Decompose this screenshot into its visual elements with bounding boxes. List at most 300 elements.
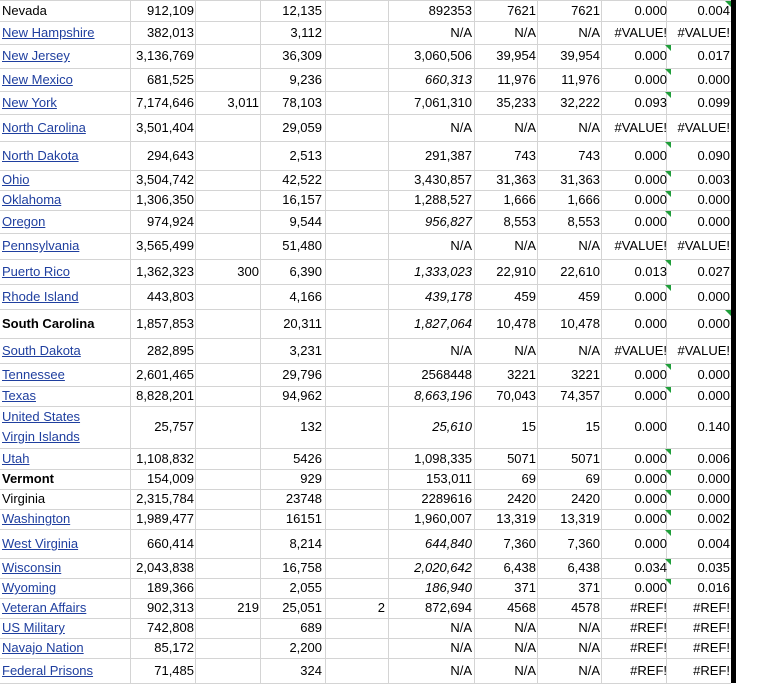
value-cell-c7[interactable]: 2420 (571, 491, 600, 506)
value-cell-c9[interactable]: 0.000 (697, 192, 730, 207)
value-cell-c4[interactable] (325, 640, 385, 656)
value-cell-c3[interactable]: 51,480 (282, 238, 322, 253)
value-cell-c1[interactable]: 3,504,742 (136, 172, 194, 187)
value-cell-c5[interactable]: 872,694 (425, 600, 472, 615)
value-cell-c4[interactable] (325, 663, 385, 679)
value-cell-c2[interactable] (197, 367, 259, 383)
value-cell-c2[interactable] (197, 451, 259, 467)
value-cell-c3[interactable]: 94,962 (282, 388, 322, 403)
value-cell-c2[interactable] (197, 491, 259, 507)
value-cell-c3[interactable]: 4,166 (289, 289, 322, 304)
value-cell-c3[interactable]: 25,051 (282, 600, 322, 615)
state-name-cell[interactable]: Wisconsin (2, 560, 62, 575)
value-cell-c8[interactable]: 0.000 (634, 511, 667, 526)
value-cell-c7[interactable]: 15 (585, 419, 600, 434)
state-name-cell[interactable]: Utah (2, 451, 30, 466)
state-name-cell[interactable]: North Carolina (2, 120, 86, 135)
error-indicator-icon[interactable] (665, 490, 671, 496)
value-cell-c5[interactable]: 1,288,527 (414, 192, 472, 207)
value-cell-c9[interactable]: 0.000 (697, 367, 730, 382)
value-cell-c8[interactable]: 0.013 (634, 264, 667, 279)
value-cell-c1[interactable]: 660,414 (147, 536, 194, 551)
state-name-cell[interactable]: Vermont (2, 471, 55, 486)
value-cell-c4[interactable] (325, 471, 385, 487)
value-cell-c9[interactable]: 0.099 (697, 95, 730, 110)
value-cell-c1[interactable]: 1,362,323 (136, 264, 194, 279)
value-cell-c8[interactable]: 0.000 (634, 316, 667, 331)
value-cell-c4[interactable] (325, 536, 385, 552)
value-cell-c3[interactable]: 29,059 (282, 120, 322, 135)
value-cell-c5[interactable]: N/A (450, 620, 472, 635)
value-cell-c3[interactable]: 324 (300, 663, 322, 678)
value-cell-c3[interactable]: 36,309 (282, 48, 322, 63)
value-cell-c5[interactable]: 892353 (428, 3, 472, 18)
value-cell-c1[interactable]: 85,172 (154, 640, 194, 655)
value-cell-c6[interactable]: 10,478 (496, 316, 536, 331)
value-cell-c5[interactable]: 1,827,064 (414, 316, 472, 331)
value-cell-c8[interactable]: 0.000 (634, 172, 667, 187)
value-cell-c1[interactable]: 1,857,853 (136, 316, 194, 331)
value-cell-c9[interactable]: 0.017 (697, 48, 730, 63)
value-cell-c7[interactable]: 22,610 (560, 264, 600, 279)
value-cell-c1[interactable]: 282,895 (147, 343, 194, 358)
value-cell-c9[interactable]: 0.000 (697, 72, 730, 87)
value-cell-c6[interactable]: 39,954 (496, 48, 536, 63)
value-cell-c4[interactable] (325, 451, 385, 467)
value-cell-c2[interactable]: 219 (237, 600, 259, 615)
value-cell-c6[interactable]: N/A (514, 640, 536, 655)
value-cell-c2[interactable] (197, 620, 259, 636)
value-cell-c5[interactable]: 644,840 (425, 536, 472, 551)
state-name-cell-line2[interactable]: Virgin Islands (2, 429, 80, 444)
error-indicator-icon[interactable] (665, 387, 671, 393)
value-cell-c5[interactable]: 2568448 (421, 367, 472, 382)
value-cell-c6[interactable]: N/A (514, 120, 536, 135)
state-name-cell[interactable]: Pennsylvania (2, 238, 80, 253)
value-cell-c6[interactable]: 1,666 (503, 192, 536, 207)
value-cell-c1[interactable]: 1,306,350 (136, 192, 194, 207)
value-cell-c7[interactable]: 32,222 (560, 95, 600, 110)
state-name-cell[interactable]: US Military (2, 620, 65, 635)
value-cell-c4[interactable] (325, 72, 385, 88)
value-cell-c8[interactable]: 0.000 (634, 419, 667, 434)
value-cell-c8[interactable]: 0.000 (634, 3, 667, 18)
value-cell-c3[interactable]: 2,200 (289, 640, 322, 655)
value-cell-c6[interactable]: 459 (514, 289, 536, 304)
value-cell-c7[interactable]: N/A (578, 640, 600, 655)
value-cell-c1[interactable]: 7,174,646 (136, 95, 194, 110)
state-name-cell[interactable]: South Carolina (2, 316, 95, 331)
value-cell-c3[interactable]: 12,135 (282, 3, 322, 18)
value-cell-c8[interactable]: #REF! (630, 640, 667, 655)
error-indicator-icon[interactable] (665, 260, 671, 266)
value-cell-c3[interactable]: 20,311 (283, 316, 322, 331)
value-cell-c6[interactable]: 371 (514, 580, 536, 595)
value-cell-c3[interactable]: 16,758 (282, 560, 322, 575)
error-indicator-icon[interactable] (665, 285, 671, 291)
value-cell-c3[interactable]: 6,390 (289, 264, 322, 279)
value-cell-c4[interactable] (325, 491, 385, 507)
value-cell-c4[interactable] (325, 511, 385, 527)
value-cell-c7[interactable]: N/A (578, 238, 600, 253)
value-cell-c1[interactable]: 974,924 (147, 214, 194, 229)
state-name-cell[interactable]: South Dakota (2, 343, 81, 358)
value-cell-c6[interactable]: N/A (514, 238, 536, 253)
value-cell-c9[interactable]: #VALUE! (677, 238, 730, 253)
value-cell-c5[interactable]: 1,098,335 (414, 451, 472, 466)
value-cell-c4[interactable] (325, 264, 385, 280)
value-cell-c6[interactable]: 15 (521, 419, 536, 434)
value-cell-c4[interactable] (325, 620, 385, 636)
value-cell-c6[interactable]: N/A (514, 25, 536, 40)
value-cell-c4[interactable] (325, 3, 385, 19)
value-cell-c8[interactable]: #VALUE! (614, 25, 667, 40)
value-cell-c8[interactable]: 0.093 (634, 95, 667, 110)
value-cell-c9[interactable]: 0.006 (697, 451, 730, 466)
state-name-cell[interactable]: Nevada (2, 3, 47, 18)
value-cell-c9[interactable]: 0.035 (697, 560, 730, 575)
value-cell-c3[interactable]: 16151 (285, 511, 322, 526)
value-cell-c1[interactable]: 382,013 (147, 25, 194, 40)
value-cell-c1[interactable]: 1,108,832 (136, 451, 194, 466)
value-cell-c2[interactable] (197, 48, 259, 64)
value-cell-c3[interactable]: 3,231 (289, 343, 322, 358)
state-name-cell[interactable]: Oklahoma (2, 192, 62, 207)
value-cell-c5[interactable]: 956,827 (425, 214, 472, 229)
value-cell-c4[interactable] (325, 214, 385, 230)
value-cell-c6[interactable]: 70,043 (496, 388, 536, 403)
error-indicator-icon[interactable] (665, 530, 671, 536)
value-cell-c6[interactable]: 69 (521, 471, 536, 486)
value-cell-c3[interactable]: 8,214 (289, 536, 322, 551)
value-cell-c5[interactable]: N/A (450, 120, 472, 135)
value-cell-c5[interactable]: 1,960,007 (414, 511, 472, 526)
value-cell-c8[interactable]: 0.000 (634, 388, 667, 403)
state-name-cell[interactable]: Rhode Island (2, 289, 79, 304)
value-cell-c1[interactable]: 2,601,465 (136, 367, 194, 382)
state-name-cell[interactable]: New Mexico (2, 72, 73, 87)
value-cell-c7[interactable]: 13,319 (560, 511, 600, 526)
value-cell-c5[interactable]: 2,020,642 (414, 560, 472, 575)
state-name-cell[interactable]: Texas (2, 388, 36, 403)
value-cell-c7[interactable]: N/A (578, 120, 600, 135)
value-cell-c7[interactable]: 3221 (571, 367, 600, 382)
value-cell-c1[interactable]: 25,757 (154, 419, 194, 434)
error-indicator-icon[interactable] (665, 171, 671, 177)
value-cell-c7[interactable]: 1,666 (567, 192, 600, 207)
value-cell-c6[interactable]: 13,319 (496, 511, 536, 526)
value-cell-c9[interactable]: 0.000 (697, 491, 730, 506)
value-cell-c8[interactable]: 0.000 (634, 491, 667, 506)
value-cell-c7[interactable]: N/A (578, 620, 600, 635)
value-cell-c4[interactable]: 2 (377, 600, 385, 615)
value-cell-c7[interactable]: 7,360 (567, 536, 600, 551)
state-name-cell[interactable]: New York (2, 95, 57, 110)
value-cell-c7[interactable]: 31,363 (560, 172, 600, 187)
value-cell-c9[interactable]: 0.000 (697, 316, 730, 331)
value-cell-c9[interactable]: 0.003 (697, 172, 730, 187)
value-cell-c4[interactable] (325, 388, 385, 404)
value-cell-c3[interactable]: 2,055 (289, 580, 322, 595)
value-cell-c6[interactable]: 4568 (507, 600, 536, 615)
value-cell-c4[interactable] (325, 95, 385, 111)
value-cell-c7[interactable]: 10,478 (560, 316, 600, 331)
value-cell-c7[interactable]: 4578 (571, 600, 600, 615)
value-cell-c9[interactable]: 0.004 (697, 536, 730, 551)
value-cell-c3[interactable]: 78,103 (282, 95, 322, 110)
value-cell-c6[interactable]: 31,363 (496, 172, 536, 187)
value-cell-c5[interactable]: 660,313 (425, 72, 472, 87)
state-name-cell[interactable]: New Hampshire (2, 25, 95, 40)
value-cell-c7[interactable]: 743 (578, 148, 600, 163)
value-cell-c8[interactable]: #REF! (630, 620, 667, 635)
value-cell-c9[interactable]: #VALUE! (677, 25, 730, 40)
value-cell-c2[interactable] (197, 289, 259, 305)
value-cell-c6[interactable]: 5071 (507, 451, 536, 466)
state-name-cell[interactable]: West Virginia (2, 536, 79, 551)
state-name-cell[interactable]: Oregon (2, 214, 46, 229)
value-cell-c1[interactable]: 154,009 (147, 471, 194, 486)
value-cell-c4[interactable] (325, 367, 385, 383)
value-cell-c2[interactable] (197, 511, 259, 527)
error-indicator-icon[interactable] (665, 579, 671, 585)
value-cell-c3[interactable]: 9,236 (289, 72, 322, 87)
value-cell-c2[interactable] (197, 560, 259, 576)
value-cell-c8[interactable]: #VALUE! (614, 120, 667, 135)
value-cell-c5[interactable]: 25,610 (432, 419, 472, 434)
value-cell-c7[interactable]: 459 (578, 289, 600, 304)
value-cell-c9[interactable]: 0.140 (697, 419, 730, 434)
value-cell-c4[interactable] (325, 25, 385, 41)
error-indicator-icon[interactable] (665, 211, 671, 217)
value-cell-c6[interactable]: 22,910 (496, 264, 536, 279)
value-cell-c4[interactable] (325, 580, 385, 596)
value-cell-c7[interactable]: 371 (578, 580, 600, 595)
value-cell-c7[interactable]: 69 (585, 471, 600, 486)
value-cell-c8[interactable]: 0.000 (634, 451, 667, 466)
value-cell-c6[interactable]: N/A (514, 663, 536, 678)
value-cell-c4[interactable] (325, 48, 385, 64)
value-cell-c2[interactable] (197, 120, 259, 136)
value-cell-c2[interactable] (197, 3, 259, 19)
value-cell-c7[interactable]: N/A (578, 663, 600, 678)
value-cell-c8[interactable]: #REF! (630, 600, 667, 615)
value-cell-c8[interactable]: 0.000 (634, 471, 667, 486)
value-cell-c8[interactable]: 0.000 (634, 580, 667, 595)
value-cell-c4[interactable] (325, 238, 385, 254)
value-cell-c1[interactable]: 681,525 (147, 72, 194, 87)
value-cell-c3[interactable]: 29,796 (282, 367, 322, 382)
value-cell-c2[interactable] (197, 316, 259, 332)
value-cell-c6[interactable]: N/A (514, 343, 536, 358)
state-name-cell[interactable]: North Dakota (2, 148, 79, 163)
state-name-cell[interactable]: Washington (2, 511, 71, 526)
value-cell-c3[interactable]: 9,544 (289, 214, 322, 229)
value-cell-c3[interactable]: 3,112 (290, 25, 322, 40)
value-cell-c1[interactable]: 902,313 (147, 600, 194, 615)
value-cell-c9[interactable]: #REF! (693, 600, 730, 615)
value-cell-c9[interactable]: #REF! (693, 640, 730, 655)
error-indicator-icon[interactable] (665, 45, 671, 51)
state-name-cell[interactable]: New Jersey (2, 48, 70, 63)
error-indicator-icon[interactable] (665, 510, 671, 516)
value-cell-c1[interactable]: 742,808 (147, 620, 194, 635)
value-cell-c8[interactable]: 0.000 (634, 48, 667, 63)
error-indicator-icon[interactable] (665, 191, 671, 197)
value-cell-c4[interactable] (325, 148, 385, 164)
value-cell-c4[interactable] (325, 120, 385, 136)
value-cell-c4[interactable] (325, 172, 385, 188)
error-indicator-icon[interactable] (665, 92, 671, 98)
value-cell-c2[interactable] (197, 214, 259, 230)
error-indicator-icon[interactable] (665, 470, 671, 476)
error-indicator-icon[interactable] (665, 364, 671, 370)
state-name-cell[interactable]: Veteran Affairs (2, 600, 87, 615)
value-cell-c5[interactable]: 1,333,023 (414, 264, 472, 279)
value-cell-c2[interactable] (197, 172, 259, 188)
value-cell-c5[interactable]: 439,178 (425, 289, 472, 304)
value-cell-c1[interactable]: 912,109 (147, 3, 194, 18)
value-cell-c9[interactable]: 0.002 (697, 511, 730, 526)
value-cell-c8[interactable]: #VALUE! (614, 238, 667, 253)
value-cell-c3[interactable]: 16,157 (282, 192, 322, 207)
value-cell-c5[interactable]: N/A (450, 640, 472, 655)
value-cell-c5[interactable]: 8,663,196 (414, 388, 472, 403)
value-cell-c9[interactable]: 0.090 (697, 148, 730, 163)
value-cell-c3[interactable]: 132 (300, 419, 322, 434)
state-name-cell[interactable]: Tennessee (2, 367, 65, 382)
value-cell-c4[interactable] (325, 316, 385, 332)
value-cell-c5[interactable]: 291,387 (425, 148, 472, 163)
value-cell-c8[interactable]: 0.000 (634, 148, 667, 163)
value-cell-c6[interactable]: 3221 (507, 367, 536, 382)
value-cell-c6[interactable]: 8,553 (503, 214, 536, 229)
value-cell-c8[interactable]: #REF! (630, 663, 667, 678)
value-cell-c2[interactable] (197, 25, 259, 41)
value-cell-c3[interactable]: 2,513 (289, 148, 322, 163)
value-cell-c6[interactable]: 2420 (507, 491, 536, 506)
value-cell-c2[interactable] (197, 192, 259, 208)
value-cell-c1[interactable]: 1,989,477 (136, 511, 194, 526)
value-cell-c9[interactable]: 0.000 (697, 388, 730, 403)
value-cell-c6[interactable]: 7,360 (503, 536, 536, 551)
value-cell-c7[interactable]: N/A (578, 343, 600, 358)
value-cell-c5[interactable]: 2289616 (421, 491, 472, 506)
value-cell-c1[interactable]: 2,043,838 (136, 560, 194, 575)
error-indicator-icon[interactable] (665, 559, 671, 565)
value-cell-c1[interactable]: 294,643 (147, 148, 194, 163)
state-name-cell[interactable]: Wyoming (2, 580, 57, 595)
value-cell-c1[interactable]: 8,828,201 (136, 388, 194, 403)
value-cell-c3[interactable]: 42,522 (282, 172, 322, 187)
value-cell-c4[interactable] (325, 289, 385, 305)
value-cell-c7[interactable]: 74,357 (560, 388, 600, 403)
value-cell-c7[interactable]: 5071 (571, 451, 600, 466)
value-cell-c8[interactable]: 0.000 (634, 367, 667, 382)
value-cell-c7[interactable]: 7621 (571, 3, 600, 18)
value-cell-c1[interactable]: 3,565,499 (136, 238, 194, 253)
value-cell-c8[interactable]: 0.000 (634, 192, 667, 207)
value-cell-c2[interactable] (197, 72, 259, 88)
error-indicator-icon[interactable] (665, 69, 671, 75)
value-cell-c2[interactable] (197, 663, 259, 679)
value-cell-c3[interactable]: 5426 (293, 451, 322, 466)
value-cell-c9[interactable]: 0.027 (697, 264, 730, 279)
value-cell-c8[interactable]: 0.000 (634, 536, 667, 551)
value-cell-c7[interactable]: 8,553 (567, 214, 600, 229)
value-cell-c7[interactable]: 39,954 (560, 48, 600, 63)
error-indicator-icon[interactable] (665, 142, 671, 148)
value-cell-c4[interactable] (325, 419, 385, 435)
value-cell-c2[interactable] (197, 471, 259, 487)
value-cell-c1[interactable]: 71,485 (154, 663, 194, 678)
value-cell-c6[interactable]: 6,438 (503, 560, 536, 575)
value-cell-c9[interactable]: #VALUE! (677, 343, 730, 358)
value-cell-c8[interactable]: #VALUE! (614, 343, 667, 358)
value-cell-c2[interactable] (197, 343, 259, 359)
value-cell-c2[interactable] (197, 419, 259, 435)
value-cell-c3[interactable]: 689 (300, 620, 322, 635)
value-cell-c1[interactable]: 3,136,769 (136, 48, 194, 63)
value-cell-c9[interactable]: 0.000 (697, 289, 730, 304)
value-cell-c8[interactable]: 0.034 (634, 560, 667, 575)
state-name-cell[interactable]: Navajo Nation (2, 640, 84, 655)
value-cell-c9[interactable]: 0.016 (697, 580, 730, 595)
value-cell-c1[interactable]: 3,501,404 (136, 120, 194, 135)
value-cell-c2[interactable] (197, 640, 259, 656)
value-cell-c2[interactable]: 300 (237, 264, 259, 279)
state-name-cell[interactable]: Ohio (2, 172, 30, 187)
value-cell-c9[interactable]: 0.000 (697, 471, 730, 486)
state-name-cell[interactable]: Puerto Rico (2, 264, 70, 279)
value-cell-c9[interactable]: #VALUE! (677, 120, 730, 135)
value-cell-c4[interactable] (325, 192, 385, 208)
value-cell-c9[interactable]: #REF! (693, 663, 730, 678)
value-cell-c1[interactable]: 2,315,784 (136, 491, 194, 506)
value-cell-c6[interactable]: N/A (514, 620, 536, 635)
value-cell-c5[interactable]: 3,060,506 (414, 48, 472, 63)
value-cell-c5[interactable]: 3,430,857 (414, 172, 472, 187)
value-cell-c5[interactable]: 7,061,310 (414, 95, 472, 110)
value-cell-c2[interactable] (197, 148, 259, 164)
value-cell-c7[interactable]: N/A (578, 25, 600, 40)
value-cell-c8[interactable]: 0.000 (634, 214, 667, 229)
value-cell-c6[interactable]: 7621 (507, 3, 536, 18)
error-indicator-icon[interactable] (665, 449, 671, 455)
state-name-cell[interactable]: Virginia (2, 491, 46, 506)
value-cell-c1[interactable]: 189,366 (147, 580, 194, 595)
value-cell-c4[interactable] (325, 560, 385, 576)
value-cell-c4[interactable] (325, 343, 385, 359)
value-cell-c3[interactable]: 929 (300, 471, 322, 486)
value-cell-c6[interactable]: 743 (514, 148, 536, 163)
value-cell-c3[interactable]: 23748 (285, 491, 322, 506)
value-cell-c2[interactable] (197, 238, 259, 254)
value-cell-c2[interactable] (197, 580, 259, 596)
value-cell-c5[interactable]: N/A (450, 238, 472, 253)
value-cell-c2[interactable]: 3,011 (227, 95, 259, 110)
value-cell-c9[interactable]: 0.000 (697, 214, 730, 229)
value-cell-c5[interactable]: N/A (450, 25, 472, 40)
value-cell-c5[interactable]: N/A (450, 663, 472, 678)
value-cell-c8[interactable]: 0.000 (634, 289, 667, 304)
state-name-cell[interactable]: United States (2, 409, 81, 424)
value-cell-c7[interactable]: 11,976 (561, 72, 600, 87)
value-cell-c5[interactable]: 153,011 (425, 471, 472, 486)
value-cell-c2[interactable] (197, 536, 259, 552)
value-cell-c2[interactable] (197, 388, 259, 404)
state-name-cell[interactable]: Federal Prisons (2, 663, 94, 678)
